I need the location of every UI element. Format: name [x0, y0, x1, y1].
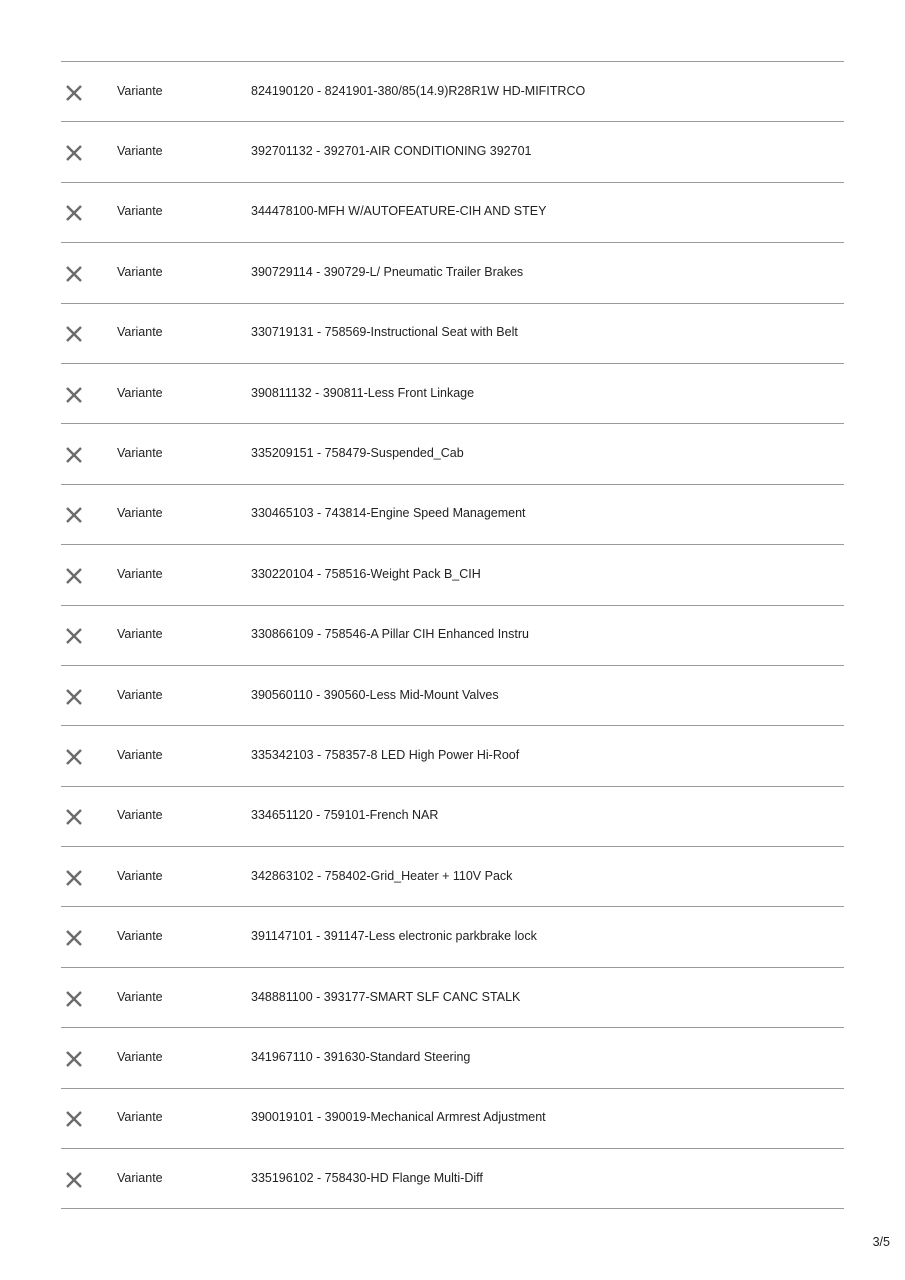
table-row — [61, 968, 844, 1028]
row-type: Variante — [117, 385, 163, 400]
table-row — [61, 606, 844, 666]
row-description: 390729114 - 390729-L/ Pneumatic Trailer Brakes — [251, 264, 524, 279]
table-row — [61, 787, 844, 847]
row-description: 392701132 - 392701-AIR CONDITIONING 392701 — [251, 144, 532, 159]
row-type: Variante — [117, 687, 163, 702]
row-type: Variante — [117, 989, 163, 1004]
close-icon — [65, 627, 83, 645]
row-description: 342863102 - 758402-Grid_Heater + 110V Pack — [251, 868, 513, 883]
row-type: Variante — [117, 204, 163, 219]
row-description: 330719131 - 758569-Instructional Seat with Belt — [251, 325, 518, 340]
row-description: 390019101 - 390019-Mechanical Armrest Adjustment — [251, 1110, 546, 1125]
row-type: Variante — [117, 1050, 163, 1065]
row-description: 335209151 - 758479-Suspended_Cab — [251, 446, 464, 461]
table-row — [61, 122, 844, 182]
table-row — [61, 1089, 844, 1149]
close-icon — [65, 990, 83, 1008]
table-row — [61, 1149, 844, 1209]
row-type: Variante — [117, 446, 163, 461]
close-icon — [65, 446, 83, 464]
row-type: Variante — [117, 627, 163, 642]
close-icon — [65, 567, 83, 585]
row-description: 390560110 - 390560-Less Mid-Mount Valves — [251, 687, 499, 702]
row-type: Variante — [117, 748, 163, 763]
row-description: 330220104 - 758516-Weight Pack B_CIH — [251, 566, 481, 581]
close-icon — [65, 386, 83, 404]
close-icon — [65, 748, 83, 766]
row-description: 824190120 - 8241901-380/85(14.9)R28R1W HD-MIFITRCO — [251, 83, 586, 98]
row-type: Variante — [117, 1170, 163, 1185]
row-type: Variante — [117, 506, 163, 521]
row-type: Variante — [117, 566, 163, 581]
table-row — [61, 304, 844, 364]
row-type: Variante — [117, 144, 163, 159]
row-description: 344478100-MFH W/AUTOFEATURE-CIH AND STEY — [251, 204, 547, 219]
row-type: Variante — [117, 929, 163, 944]
table-row — [61, 424, 844, 484]
table-row — [61, 485, 844, 545]
row-type: Variante — [117, 83, 163, 98]
table-row — [61, 62, 844, 122]
row-description: 334651120 - 759101-French NAR — [251, 808, 439, 823]
close-icon — [65, 84, 83, 102]
table-row — [61, 183, 844, 243]
table-row — [61, 666, 844, 726]
table-row — [61, 847, 844, 907]
row-type: Variante — [117, 264, 163, 279]
close-icon — [65, 1050, 83, 1068]
row-description: 348881100 - 393177-SMART SLF CANC STALK — [251, 989, 521, 1004]
close-icon — [65, 204, 83, 222]
row-description: 335342103 - 758357-8 LED High Power Hi-Roof — [251, 748, 520, 763]
table-row — [61, 545, 844, 605]
row-type: Variante — [117, 1110, 163, 1125]
row-type: Variante — [117, 808, 163, 823]
row-description: 330866109 - 758546-A Pillar CIH Enhanced Instru — [251, 627, 529, 642]
row-description: 341967110 - 391630-Standard Steering — [251, 1050, 471, 1065]
close-icon — [65, 869, 83, 887]
close-icon — [65, 325, 83, 343]
row-type: Variante — [117, 325, 163, 340]
close-icon — [65, 265, 83, 283]
page-number: 3/5 — [872, 1235, 890, 1249]
table-row — [61, 1028, 844, 1088]
close-icon — [65, 144, 83, 162]
close-icon — [65, 929, 83, 947]
row-description: 330465103 - 743814-Engine Speed Management — [251, 506, 526, 521]
row-description: 391147101 - 391147-Less electronic parkbrake lock — [251, 929, 537, 944]
row-description: 335196102 - 758430-HD Flange Multi-Diff — [251, 1170, 483, 1185]
close-icon — [65, 1110, 83, 1128]
variant-table — [61, 61, 844, 1209]
table-row — [61, 243, 844, 303]
table-row — [61, 364, 844, 424]
row-type: Variante — [117, 868, 163, 883]
close-icon — [65, 506, 83, 524]
close-icon — [65, 688, 83, 706]
table-row — [61, 907, 844, 967]
close-icon — [65, 1171, 83, 1189]
close-icon — [65, 808, 83, 826]
row-description: 390811132 - 390811-Less Front Linkage — [251, 385, 475, 400]
table-row — [61, 726, 844, 786]
